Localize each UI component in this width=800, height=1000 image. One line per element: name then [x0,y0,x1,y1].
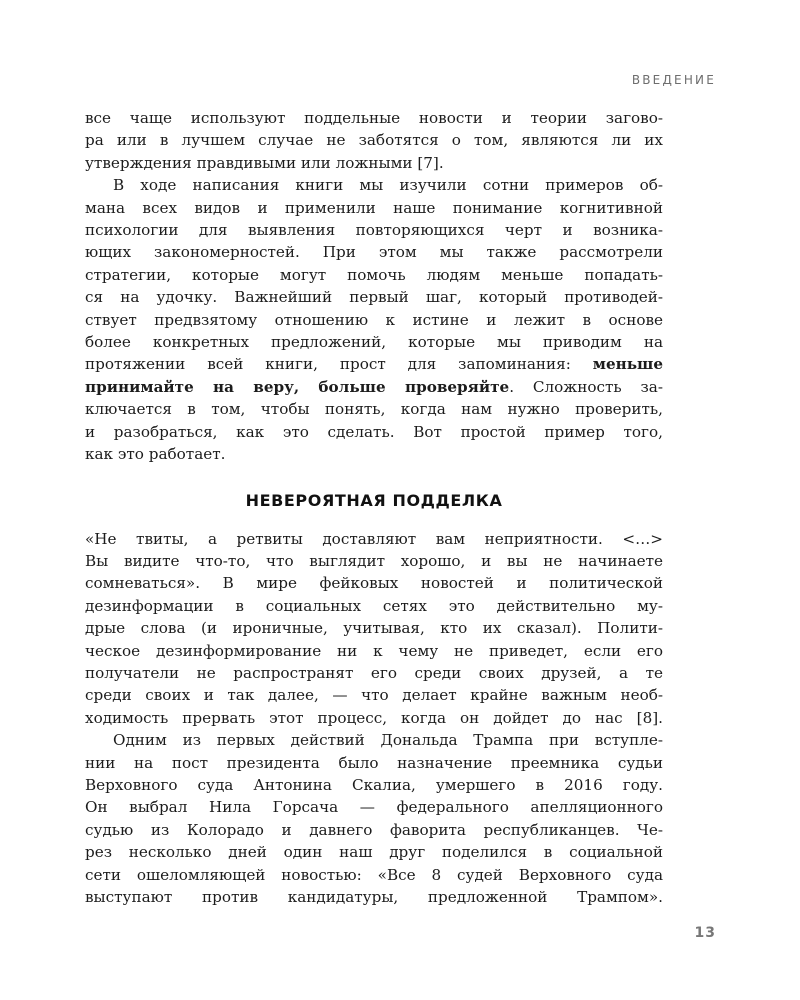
text-line: более конкретных предложений, которые мы приводим на [85,333,663,352]
text-line: выступают против кандидатуры, предложенной Трампом». [85,888,663,906]
text-line: рез несколько дней один наш друг поделился в социальной [85,843,663,862]
text-line: среди своих и так далее, — что делает крайне важным необ- [85,686,663,705]
body-text [85,107,663,908]
text-line: Одним из первых действий Дональда Трампа при вступле- [113,731,663,750]
text-line: ключается в том, чтобы понять, когда нам нужно проверить, [85,400,663,419]
text-line: мана всех видов и применили наше понимание когнитивной [85,198,663,217]
text-line: ходимость прервать этот процесс, когда он дойдет до нас [8]. [85,708,663,727]
text-line: стратегии, которые могут помочь людям меньше попадать- [85,265,663,284]
text-line: как это работает. [85,445,226,464]
text-line: и разобраться, как это сделать. Вот простой пример того, [85,422,663,441]
text-line: В ходе написания книги мы изучили сотни примеров об- [113,176,663,195]
text-line: Вы видите что-то, что выглядит хорошо, и вы не начинаете [85,551,663,570]
text-line [85,376,663,398]
text-line: Он выбрал Нила Горсача — федерального апелляционного [85,798,663,817]
text-line: получатели не распространят его среди своих друзей, а те [85,663,663,682]
text-line: сети ошеломляющей новостью: «Все 8 судей Верховного суда [85,865,663,884]
text-line: Верховного суда Антонина Скалиа, умершего в 2016 году. [85,775,663,794]
text-line: ся на удочку. Важнейший первый шаг, который противодей- [85,288,663,307]
text-line [85,353,663,375]
text-line: судью из Колорадо и давнего фаворита республиканцев. Че- [85,820,663,839]
text-line: сомневаться». В мире фейковых новостей и политической [85,574,663,593]
text-line: утверждения правдивыми или ложными [7]. [85,153,444,172]
page-number: 13 [694,925,716,941]
text-line: ствует предвзятому отношению к истине и лежит в основе [85,310,663,329]
emphasis-text: меньше [592,355,664,374]
text-line: дезинформации в социальных сетях это действительно му- [85,596,663,615]
text-line: «Не твиты, а ретвиты доставляют вам неприятности. <…> [85,529,663,548]
text-line: дрые слова (и ироничные, учитывая, кто их сказал). Полити- [85,619,663,638]
text-line: ющих закономерностей. При этом мы также рассмотрели [85,243,663,262]
emphasis-text: принимайте на веру, больше проверяйте [85,377,510,396]
text-run: . Сложность за- [509,377,663,396]
text-line: психологии для выявления повторяющихся черт и возника- [85,221,663,240]
section-heading: НЕВЕРОЯТНАЯ ПОДДЕЛКА [245,490,503,510]
text-line: ческое дезинформирование ни к чему не приведет, если его [85,641,663,660]
text-run: протяжении всей книги, прост для запоминания: [85,355,571,374]
text-line: все чаще используют поддельные новости и теории загово- [85,109,663,127]
running-head: ВВЕДЕНИЕ [631,73,716,87]
text-line: нии на пост президента было назначение преемника судьи [85,753,663,772]
text-line: ра или в лучшем случае не заботятся о том, являются ли их [85,131,663,150]
